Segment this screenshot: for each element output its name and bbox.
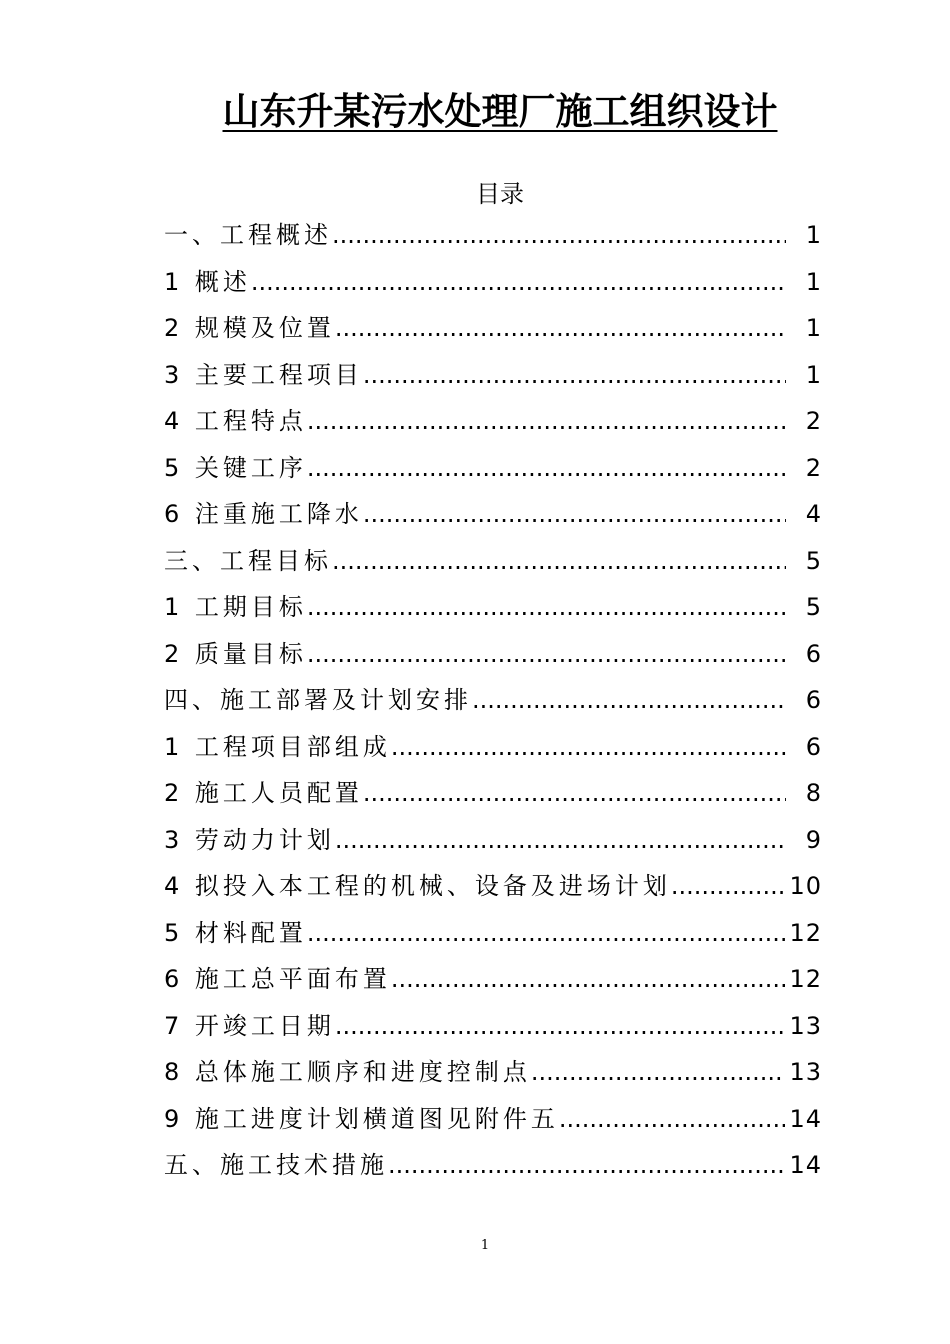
toc-entry-label: 四、施工部署及计划安排 [164,686,472,714]
toc-entry[interactable] [164,355,822,402]
toc-dot-leader [251,268,786,296]
toc-entry-page-number: 10 [789,872,822,900]
toc-dot-leader [335,1012,786,1040]
toc-entry-page-number: 14 [789,1104,822,1133]
toc-entry-page-number: 1 [805,221,822,249]
toc-entry-page-number: 1 [805,360,822,389]
toc-entry[interactable] [164,1052,822,1099]
toc-dot-leader [559,1105,786,1133]
toc-entry-label: 三、工程目标 [164,546,332,575]
toc-entry-label: 4 工程特点 [164,407,307,435]
toc-dot-leader [391,733,786,761]
toc-entry[interactable] [164,820,822,867]
toc-entry[interactable] [164,308,822,355]
toc-entry-page-number: 2 [805,407,822,435]
toc-dot-leader [307,640,786,668]
toc-entry-label: 4 拟投入本工程的机械、设备及进场计划 [164,872,671,900]
table-of-contents [164,215,822,1192]
toc-heading: 目录 [476,180,524,208]
page-number: 1 [480,1238,490,1253]
toc-entry[interactable] [164,680,822,727]
toc-entry[interactable] [164,494,822,541]
toc-entry-label: 2 施工人员配置 [164,779,363,807]
document-title-text: 山东升某污水处理厂施工组织设计 [222,90,778,133]
toc-entry-page-number: 14 [789,1151,822,1179]
toc-dot-leader [332,221,786,249]
toc-entry-page-number: 13 [789,1058,822,1086]
toc-entry-label: 7 开竣工日期 [164,1011,335,1040]
toc-entry-label: 3 主要工程项目 [164,360,363,389]
toc-entry-page-number: 12 [789,965,822,993]
toc-entry-page-number: 13 [789,1011,822,1040]
toc-entry[interactable] [164,727,822,774]
toc-entry[interactable] [164,587,822,634]
toc-entry-label: 3 劳动力计划 [164,825,335,854]
toc-dot-leader [391,965,786,993]
toc-entry[interactable] [164,959,822,1006]
toc-entry[interactable] [164,215,822,262]
toc-entry[interactable] [164,1099,822,1146]
toc-entry-page-number: 6 [805,732,822,761]
toc-dot-leader [531,1058,786,1086]
toc-entry-page-number: 8 [805,779,822,807]
toc-dot-leader [307,407,786,435]
toc-entry-label: 5 关键工序 [164,453,307,482]
toc-entry-label: 2 质量目标 [164,639,307,668]
toc-entry[interactable] [164,262,822,309]
toc-dot-leader [307,919,786,947]
toc-entry-label: 五、施工技术措施 [164,1151,388,1179]
toc-entry-page-number: 9 [805,825,822,854]
toc-entry[interactable] [164,634,822,681]
toc-dot-leader [363,361,786,389]
toc-entry[interactable] [164,541,822,588]
toc-entry[interactable] [164,448,822,495]
toc-entry-page-number: 1 [805,267,822,296]
toc-entry-label: 5 材料配置 [164,918,307,947]
toc-dot-leader [335,314,786,342]
toc-entry-label: 1 工期目标 [164,593,307,621]
toc-entry-label: 9 施工进度计划横道图见附件五 [164,1104,559,1133]
toc-entry[interactable] [164,773,822,820]
toc-entry-label: 1 概述 [164,267,251,296]
toc-entry-label: 1 工程项目部组成 [164,732,391,761]
toc-entry[interactable] [164,913,822,960]
toc-entry-page-number: 5 [805,546,822,575]
toc-dot-leader [332,547,786,575]
toc-entry-label: 6 注重施工降水 [164,500,363,528]
toc-entry[interactable] [164,1145,822,1192]
document-title [0,86,950,138]
toc-entry-page-number: 6 [805,639,822,668]
toc-entry-label: 2 规模及位置 [164,314,335,342]
toc-entry-page-number: 12 [789,918,822,947]
toc-entry[interactable] [164,401,822,448]
toc-entry[interactable] [164,866,822,913]
toc-entry-page-number: 4 [805,500,822,528]
toc-dot-leader [307,454,786,482]
toc-entry-label: 一、工程概述 [164,221,332,249]
toc-entry-page-number: 2 [805,453,822,482]
toc-dot-leader [307,593,786,621]
toc-entry-label: 8 总体施工顺序和进度控制点 [164,1058,531,1086]
toc-entry-label: 6 施工总平面布置 [164,965,391,993]
toc-entry-page-number: 6 [805,686,822,714]
toc-dot-leader [363,779,786,807]
toc-dot-leader [335,826,786,854]
toc-dot-leader [671,872,786,900]
toc-entry[interactable] [164,1006,822,1053]
toc-entry-page-number: 1 [805,314,822,342]
toc-entry-page-number: 5 [805,593,822,621]
toc-dot-leader [472,686,786,714]
toc-dot-leader [388,1151,785,1179]
toc-dot-leader [363,500,786,528]
